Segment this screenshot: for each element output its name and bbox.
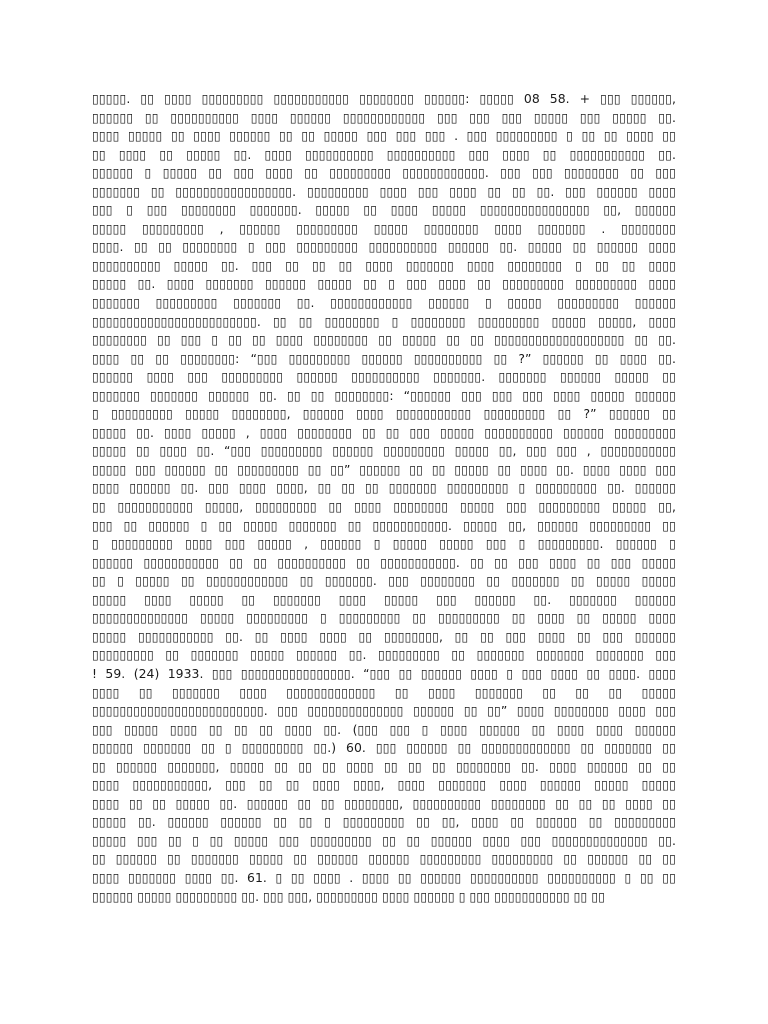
text-line: ▯▯▯▯▯▯▯▯▯▯▯▯▯▯▯▯▯▯▯▯▯▯▯▯. ▯▯ ▯▯ ▯▯▯▯▯▯▯▯ ▯ ▯▯▯▯▯▯▯▯ ▯▯▯▯▯▯▯▯▯ ▯▯▯▯▯ ▯▯▯▯▯, ▯▯▯▯ bbox=[92, 313, 676, 329]
text-line: ▯▯▯▯. ▯▯ ▯▯ ▯▯▯▯▯▯▯▯ ▯ ▯▯▯ ▯▯▯▯▯▯▯▯▯ ▯▯▯▯▯▯▯▯▯▯ ▯▯▯▯▯▯ ▯▯. ▯▯▯▯▯ ▯▯ ▯▯▯▯▯▯ ▯▯▯▯ bbox=[92, 239, 676, 255]
text-line: ▯ ▯▯▯▯▯▯▯▯▯ ▯▯▯▯▯ ▯▯▯▯▯▯▯▯, ▯▯▯▯▯▯ ▯▯▯▯ ▯▯▯▯▯▯▯▯▯▯▯ ▯▯▯▯▯▯▯▯▯ ▯▯ ?” ▯▯▯▯▯▯ ▯▯ bbox=[92, 406, 676, 422]
text-line: ▯▯▯▯▯▯▯▯ ▯▯ ▯▯▯ ▯ ▯▯ ▯▯ ▯▯▯▯ ▯▯▯▯▯▯▯▯ ▯▯ ▯▯▯▯▯ ▯▯ ▯▯ ▯▯▯▯▯▯▯▯▯▯▯▯▯▯▯▯▯▯▯ ▯▯ ▯▯. bbox=[92, 332, 676, 348]
text-line: ▯▯▯▯▯▯▯ ▯▯▯▯▯▯▯ ▯▯▯▯▯▯ ▯▯. ▯▯ ▯▯ ▯▯▯▯▯▯▯▯: “▯▯▯▯▯▯ ▯▯▯ ▯▯▯ ▯▯▯ ▯▯▯▯ ▯▯▯▯▯ ▯▯▯▯▯▯ bbox=[92, 387, 676, 403]
text-line: ▯▯▯▯▯▯ ▯▯▯▯▯ ▯▯▯▯▯▯▯▯▯ ▯▯. ▯▯▯ ▯▯▯, ▯▯▯▯▯▯▯▯▯ ▯▯▯▯ ▯▯▯▯▯▯ ▯ ▯▯▯ ▯▯▯▯▯▯▯▯▯▯▯ ▯▯ ▯▯ bbox=[92, 888, 606, 904]
text-line: ▯▯▯▯▯▯▯▯▯ ▯▯ ▯▯▯▯▯▯▯ ▯▯▯▯▯ ▯▯▯▯▯▯ ▯▯. ▯▯▯▯▯▯▯▯▯ ▯▯ ▯▯▯▯▯▯▯ ▯▯▯▯▯▯▯ ▯▯▯▯▯▯▯ ▯▯▯ bbox=[92, 647, 676, 663]
text-line: ▯▯▯▯▯▯▯ ▯▯▯▯▯▯▯▯▯ ▯▯▯▯▯▯▯ ▯▯. ▯▯▯▯▯▯▯▯▯▯▯▯ ▯▯▯▯▯▯ ▯ ▯▯▯▯▯ ▯▯▯▯▯▯▯▯▯ ▯▯▯▯▯▯ bbox=[92, 295, 676, 311]
text-line: ▯▯▯▯ ▯▯ ▯▯ ▯▯▯▯▯▯▯▯: “▯▯▯ ▯▯▯▯▯▯▯▯▯ ▯▯▯▯▯▯ ▯▯▯▯▯▯▯▯▯▯ ▯▯ ?” ▯▯▯▯▯▯ ▯▯ ▯▯▯▯ ▯▯. bbox=[92, 350, 676, 366]
text-line: ▯▯▯▯▯ ▯▯▯▯▯▯▯▯▯▯▯ ▯▯. ▯▯ ▯▯▯▯ ▯▯▯▯ ▯▯ ▯▯▯▯▯▯▯▯, ▯▯ ▯▯ ▯▯▯ ▯▯▯▯ ▯▯ ▯▯▯ ▯▯▯▯▯▯ bbox=[92, 628, 676, 644]
text-line: ▯▯▯ ▯▯▯▯▯ ▯▯▯▯ ▯▯ ▯▯ ▯▯ ▯▯▯▯ ▯▯. (▯▯▯ ▯▯▯ ▯ ▯▯▯▯ ▯▯▯▯▯▯ ▯▯ ▯▯▯▯ ▯▯▯▯ ▯▯▯▯▯▯ bbox=[92, 721, 676, 737]
text-line: ▯▯ ▯▯▯▯ ▯▯ ▯▯▯▯▯ ▯▯. ▯▯▯▯ ▯▯▯▯▯▯▯▯▯▯ ▯▯▯▯▯▯▯▯▯▯ ▯▯▯ ▯▯▯▯ ▯▯ ▯▯▯▯▯▯▯▯▯▯▯ ▯▯. bbox=[92, 146, 676, 162]
text-line: ▯▯▯▯▯▯▯▯▯▯ ▯▯▯▯▯ ▯▯. ▯▯▯ ▯▯ ▯▯ ▯▯ ▯▯▯▯ ▯▯▯▯▯▯▯ ▯▯▯▯ ▯▯▯▯▯▯▯▯ ▯ ▯▯ ▯▯ ▯▯▯▯ bbox=[92, 257, 676, 273]
text-line: ▯▯▯▯▯ ▯▯▯▯▯▯▯▯▯ , ▯▯▯▯▯▯ ▯▯▯▯▯▯▯▯▯ ▯▯▯▯▯ ▯▯▯▯▯▯▯▯ ▯▯▯▯ ▯▯▯▯▯▯▯ . ▯▯▯▯▯▯▯▯ bbox=[92, 220, 676, 236]
text-line: ▯▯ ▯▯▯▯▯▯ ▯▯▯▯▯▯▯, ▯▯▯▯▯ ▯▯ ▯▯ ▯▯ ▯▯▯▯ ▯▯ ▯▯ ▯▯ ▯▯▯▯▯▯▯▯ ▯▯. ▯▯▯▯ ▯▯▯▯▯▯ ▯▯ ▯▯ bbox=[92, 758, 676, 774]
text-line: ▯▯▯▯▯▯ ▯▯ ▯▯▯▯▯▯▯▯▯▯ ▯▯▯▯ ▯▯▯▯▯▯ ▯▯▯▯▯▯▯▯▯▯▯▯ ▯▯▯ ▯▯▯ ▯▯▯ ▯▯▯▯▯ ▯▯▯ ▯▯▯▯▯ ▯▯. bbox=[92, 109, 676, 125]
text-line: ▯▯▯▯ ▯▯ ▯▯▯▯▯▯▯ ▯▯▯▯ ▯▯▯▯▯▯▯▯▯▯▯▯▯ ▯▯ ▯▯▯▯ ▯▯▯▯▯▯▯ ▯▯ ▯▯ ▯▯ ▯▯▯▯▯ bbox=[92, 684, 676, 700]
body-text bbox=[92, 90, 676, 906]
text-line: ▯▯▯▯▯ ▯▯. ▯▯▯▯▯▯ ▯▯▯▯▯▯ ▯▯ ▯▯ ▯ ▯▯▯▯▯▯▯▯▯ ▯▯ ▯▯, ▯▯▯▯ ▯▯ ▯▯▯▯▯▯ ▯▯ ▯▯▯▯▯▯▯▯▯ bbox=[92, 814, 676, 830]
text-line: ▯▯▯▯▯▯▯ ▯▯ ▯▯▯▯▯▯▯▯▯▯▯▯▯▯▯▯▯. ▯▯▯▯▯▯▯▯▯ ▯▯▯▯ ▯▯▯ ▯▯▯▯ ▯▯ ▯▯ ▯▯. ▯▯▯ ▯▯▯▯▯▯ ▯▯▯▯ bbox=[92, 183, 676, 199]
text-line: ▯▯ ▯ ▯▯▯▯▯ ▯▯ ▯▯▯▯▯▯▯▯▯▯▯▯ ▯▯ ▯▯▯▯▯▯▯. ▯▯▯ ▯▯▯▯▯▯▯▯ ▯▯ ▯▯▯▯▯▯▯ ▯▯ ▯▯▯▯▯ ▯▯▯▯▯ bbox=[92, 573, 676, 589]
text-line: ! 59. (24) 1933. ▯▯▯ ▯▯▯▯▯▯▯▯▯▯▯▯▯▯▯▯. “▯▯▯ ▯▯ ▯▯▯▯▯▯ ▯▯▯▯ ▯ ▯▯▯ ▯▯▯▯ ▯▯ ▯▯▯▯. ▯▯▯▯ bbox=[92, 665, 676, 681]
text-line: ▯▯▯▯▯▯▯▯▯▯▯▯▯▯▯▯▯▯▯▯▯▯▯▯▯. ▯▯▯ ▯▯▯▯▯▯▯▯▯▯▯▯▯▯ ▯▯▯▯▯▯ ▯▯ ▯▯” ▯▯▯▯ ▯▯▯▯▯▯▯▯ ▯▯▯▯ ▯▯▯ bbox=[92, 703, 676, 719]
text-line: ▯▯▯▯▯ ▯▯▯▯ ▯▯▯▯▯ ▯▯ ▯▯▯▯▯▯▯ ▯▯▯▯ ▯▯▯▯▯ ▯▯▯ ▯▯▯▯▯▯ ▯▯. ▯▯▯▯▯▯▯ ▯▯▯▯▯▯ bbox=[92, 591, 676, 607]
text-line: ▯▯▯▯▯▯ ▯▯▯▯▯▯▯ ▯▯ ▯ ▯▯▯▯▯▯▯▯▯ ▯▯.) 60. ▯▯▯ ▯▯▯▯▯▯ ▯▯ ▯▯▯▯▯▯▯▯▯▯▯▯▯ ▯▯ ▯▯▯▯▯▯▯ ▯▯ bbox=[92, 740, 676, 756]
text-line: ▯▯▯ ▯▯ ▯▯▯▯▯▯ ▯ ▯▯ ▯▯▯▯▯ ▯▯▯▯▯▯▯ ▯▯ ▯▯▯▯▯▯▯▯▯▯▯. ▯▯▯▯▯ ▯▯, ▯▯▯▯▯▯ ▯▯▯▯▯▯▯▯▯ ▯▯ bbox=[92, 517, 676, 533]
text-line: ▯▯▯ ▯ ▯▯▯ ▯▯▯▯▯▯▯▯ ▯▯▯▯▯▯▯. ▯▯▯▯▯ ▯▯ ▯▯▯▯ ▯▯▯▯▯ ▯▯▯▯▯▯▯▯▯▯▯▯▯▯▯▯ ▯▯, ▯▯▯▯▯▯ bbox=[92, 202, 676, 218]
text-line: ▯ ▯▯▯▯▯▯▯▯▯ ▯▯▯▯ ▯▯▯ ▯▯▯▯▯ , ▯▯▯▯▯▯ ▯ ▯▯▯▯▯ ▯▯▯▯▯ ▯▯▯ ▯ ▯▯▯▯▯▯▯▯▯. ▯▯▯▯▯▯ ▯ bbox=[92, 536, 676, 552]
text-line: ▯▯ ▯▯▯▯▯▯▯▯▯▯▯ ▯▯▯▯▯, ▯▯▯▯▯▯▯▯▯ ▯▯ ▯▯▯▯ ▯▯▯▯▯▯▯▯ ▯▯▯▯▯ ▯▯▯ ▯▯▯▯▯▯▯▯▯ ▯▯▯▯▯ ▯▯, bbox=[92, 499, 676, 515]
text-line: ▯▯▯▯▯▯ ▯▯▯▯ ▯▯▯ ▯▯▯▯▯▯▯▯▯ ▯▯▯▯▯▯ ▯▯▯▯▯▯▯▯▯▯ ▯▯▯▯▯▯▯. ▯▯▯▯▯▯▯ ▯▯▯▯▯▯ ▯▯▯▯▯ ▯▯ bbox=[92, 369, 676, 385]
text-line: ▯▯▯▯ ▯▯ ▯▯ ▯▯▯▯▯ ▯▯. ▯▯▯▯▯▯ ▯▯ ▯▯ ▯▯▯▯▯▯▯▯, ▯▯▯▯▯▯▯▯▯▯ ▯▯▯▯▯▯▯▯ ▯▯ ▯▯ ▯▯ ▯▯▯▯ ▯▯ bbox=[92, 795, 676, 811]
text-line: ▯▯▯▯▯ ▯▯ ▯▯▯▯ ▯▯. “▯▯▯ ▯▯▯▯▯▯▯▯▯ ▯▯▯▯▯▯ ▯▯▯▯▯▯▯▯▯ ▯▯▯▯▯ ▯▯, ▯▯▯ ▯▯▯ , ▯▯▯▯▯▯▯▯▯▯▯ bbox=[92, 443, 676, 459]
text-line: ▯▯▯▯ ▯▯▯▯▯▯ ▯▯. ▯▯▯ ▯▯▯▯ ▯▯▯▯, ▯▯ ▯▯ ▯▯ ▯▯▯▯▯▯▯ ▯▯▯▯▯▯▯▯▯ ▯ ▯▯▯▯▯▯▯▯▯ ▯▯. ▯▯▯▯▯▯ bbox=[92, 480, 676, 496]
text-line: ▯▯▯▯▯ ▯▯. ▯▯▯▯ ▯▯▯▯▯▯▯ ▯▯▯▯▯▯ ▯▯▯▯▯ ▯▯ ▯ ▯▯▯ ▯▯▯▯ ▯▯ ▯▯▯▯▯▯▯▯▯ ▯▯▯▯▯▯▯▯▯ ▯▯▯▯ bbox=[92, 276, 676, 292]
text-line: ▯▯▯▯ ▯▯▯▯▯▯▯ ▯▯▯▯ ▯▯. 61. ▯ ▯▯ ▯▯▯▯ . ▯▯▯▯ ▯▯ ▯▯▯▯▯▯ ▯▯▯▯▯▯▯▯▯▯ ▯▯▯▯▯▯▯▯▯▯ ▯ ▯▯ ▯▯ bbox=[92, 869, 676, 885]
text-line: ▯▯▯▯▯▯▯▯▯▯▯▯▯▯ ▯▯▯▯▯ ▯▯▯▯▯▯▯▯▯ ▯ ▯▯▯▯▯▯▯▯▯ ▯▯ ▯▯▯▯▯▯▯▯▯ ▯▯ ▯▯▯▯ ▯▯ ▯▯▯▯▯ ▯▯▯▯ bbox=[92, 610, 676, 626]
text-line: ▯▯▯▯▯. ▯▯ ▯▯▯▯ ▯▯▯▯▯▯▯▯▯ ▯▯▯▯▯▯▯▯▯▯▯ ▯▯▯▯▯▯▯▯ ▯▯▯▯▯▯: ▯▯▯▯▯ 08 58. + ▯▯▯ ▯▯▯▯▯▯, bbox=[92, 91, 676, 106]
text-line: ▯▯ ▯▯▯▯▯▯ ▯▯ ▯▯▯▯▯▯▯ ▯▯▯▯▯ ▯▯ ▯▯▯▯▯▯ ▯▯▯▯▯▯ ▯▯▯▯▯▯▯▯▯ ▯▯▯▯▯▯▯▯▯ ▯▯ ▯▯▯▯▯▯ ▯▯ ▯▯ bbox=[92, 851, 676, 867]
text-line: ▯▯▯▯▯▯ ▯ ▯▯▯▯▯ ▯▯ ▯▯▯ ▯▯▯▯ ▯▯ ▯▯▯▯▯▯▯▯▯ ▯▯▯▯▯▯▯▯▯▯▯▯. ▯▯▯ ▯▯▯ ▯▯▯▯▯▯▯▯ ▯▯ ▯▯▯ bbox=[92, 165, 676, 181]
text-line: ▯▯▯▯▯ ▯▯▯ ▯▯▯▯▯▯ ▯▯ ▯▯▯▯▯▯▯▯▯ ▯▯ ▯▯” ▯▯▯▯▯▯ ▯▯ ▯▯ ▯▯▯▯▯ ▯▯ ▯▯▯▯ ▯▯. ▯▯▯▯ ▯▯▯▯ ▯▯▯ bbox=[92, 461, 676, 477]
text-line: ▯▯▯▯▯▯ ▯▯▯▯▯▯▯▯▯▯▯ ▯▯ ▯▯ ▯▯▯▯▯▯▯▯▯▯ ▯▯ ▯▯▯▯▯▯▯▯▯▯▯. ▯▯ ▯▯ ▯▯▯ ▯▯▯▯ ▯▯ ▯▯▯ ▯▯▯▯▯ bbox=[92, 554, 676, 570]
text-line: ▯▯▯▯▯ ▯▯▯ ▯▯ ▯ ▯▯ ▯▯▯▯▯ ▯▯▯ ▯▯▯▯▯▯▯▯▯ ▯▯ ▯▯ ▯▯▯▯▯▯ ▯▯▯▯ ▯▯▯ ▯▯▯▯▯▯▯▯▯▯▯▯▯▯ ▯▯. bbox=[92, 832, 676, 848]
text-line: ▯▯▯▯ ▯▯▯▯▯▯▯▯▯▯▯, ▯▯▯ ▯▯ ▯▯ ▯▯▯▯ ▯▯▯▯, ▯▯▯▯ ▯▯▯▯▯▯▯ ▯▯▯▯ ▯▯▯▯▯▯ ▯▯▯▯▯ ▯▯▯▯▯ bbox=[92, 777, 676, 793]
text-line: ▯▯▯▯ ▯▯▯▯▯ ▯▯ ▯▯▯▯ ▯▯▯▯▯▯ ▯▯ ▯▯ ▯▯▯▯▯ ▯▯▯ ▯▯▯ ▯▯▯ . ▯▯▯ ▯▯▯▯▯▯▯▯▯ ▯ ▯▯ ▯▯ ▯▯▯▯ ▯▯ bbox=[92, 128, 676, 144]
text-line: ▯▯▯▯▯ ▯▯. ▯▯▯▯ ▯▯▯▯▯ , ▯▯▯▯ ▯▯▯▯▯▯▯▯ ▯▯ ▯▯ ▯▯▯ ▯▯▯▯▯ ▯▯▯▯▯▯▯▯▯▯ ▯▯▯▯▯▯ ▯▯▯▯▯▯▯▯▯ bbox=[92, 424, 676, 440]
